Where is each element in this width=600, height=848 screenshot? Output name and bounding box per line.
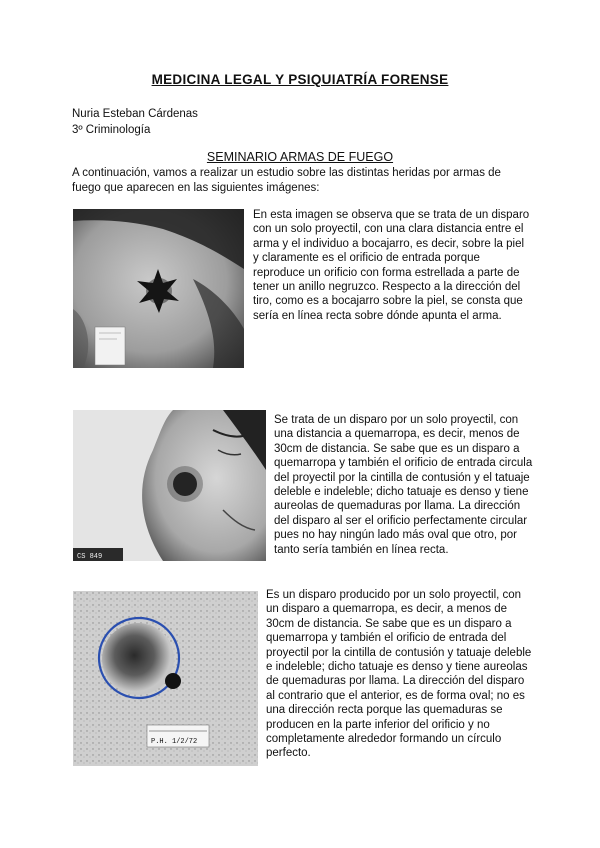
case-2-description: Se trata de un disparo por un solo proyectil, con una distancia a quemarropa, es decir, menos de 30cm de distancia. Se sabe que es un disparo a quemarropa y también el orificio de entrada circula del proyectil por la cintilla de contusión y el tatuaje deleble e indeleble; dicho tatuaje es denso y tiene aureolas de quemaduras por llama. La dirección del disparo al ser el orificio perfectamente circular pues no hay ningún lado más oval que otro, por tanto sería también en línea recta. (274, 414, 533, 556)
intro-paragraph: A continuación, vamos a realizar un estudio sobre las distintas heridas por armas de fuego que aparecen en las siguientes imágenes: (72, 167, 501, 194)
author-course: 3º Criminología (72, 124, 151, 136)
wound-photo-2 (73, 410, 266, 561)
photo-2-label: CS 849 (77, 553, 103, 561)
section-title: SEMINARIO ARMAS DE FUEGO (206, 150, 394, 164)
photo-3-label: P.H. 1/2/72 (151, 738, 198, 746)
case-1-description: En esta imagen se observa que se trata de un disparo con un solo proyectil, con una clara distancia entre el arma y el individuo a bocajarro, es decir, sobre la piel y claramente es el orificio de entrada porque reproduce un orificio con forma estrellada a parte de tener un anillo negruzco. Respecto a la dirección del tiro, como es a bocajarro sobre la piel, se consta que sería en línea recta sobre dónde apunta el arma. (253, 209, 530, 322)
case-3-description: Es un disparo producido por un solo proyectil, con un disparo a quemarropa, es decir, a menos de 30cm de distancia. Se sabe que es un disparo a quemarropa y también el orificio de entrada del proyectil por la cintilla de contusión y tatuaje deleble e indeleble; dicho tatuaje es denso y tiene aureolas de quemaduras por llama. La dirección del disparo al contrario que el anterior, es de forma oval; no es una dirección recta porque las quemaduras se producen en la parte inferior del orificio y no completamente alrededor formando un círculo perfecto. (266, 589, 532, 760)
wound-photo-1 (73, 209, 244, 368)
author-block (72, 106, 198, 138)
wound-photo-3 (73, 591, 258, 766)
document-title: MEDICINA LEGAL Y PSIQUIATRÍA FORENSE (151, 72, 449, 87)
author-name: Nuria Esteban Cárdenas (72, 108, 198, 120)
